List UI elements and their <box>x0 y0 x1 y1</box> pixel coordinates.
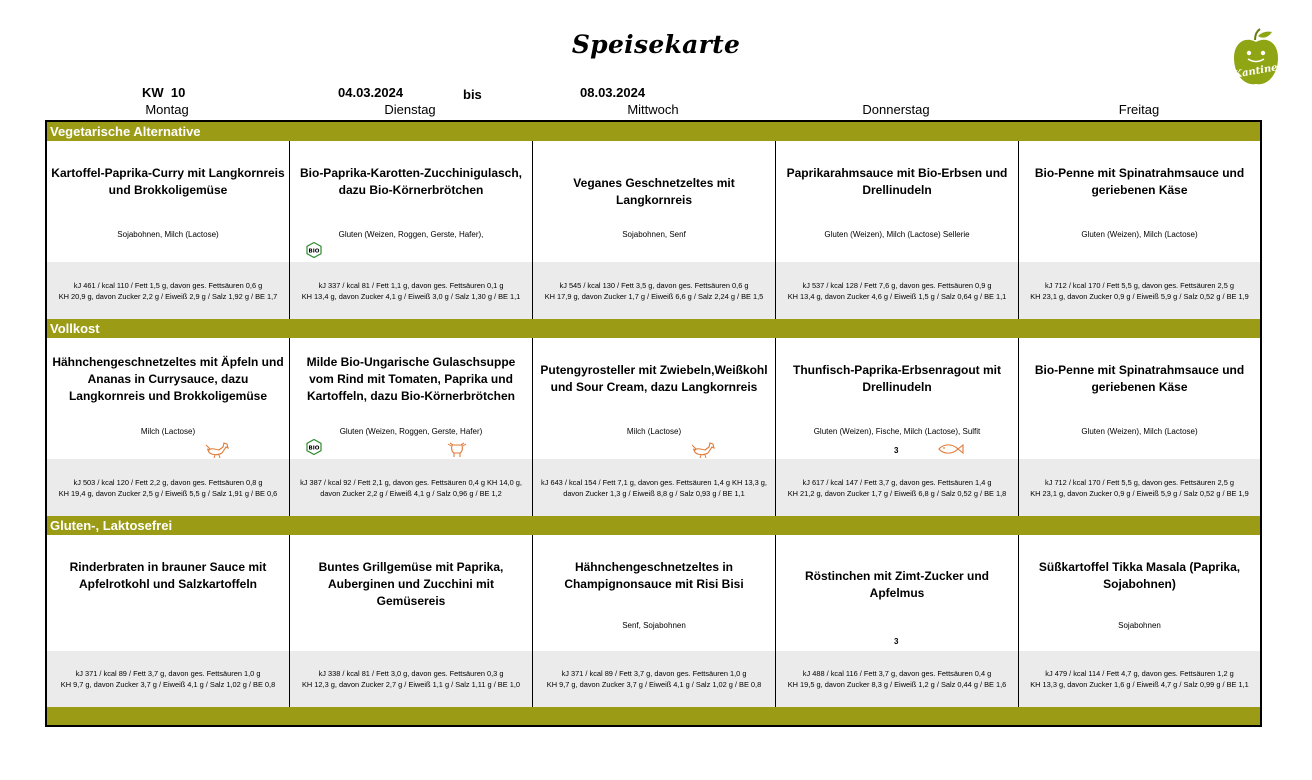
dish-name: Süßkartoffel Tikka Masala (Paprika, Sojabohnen) <box>1038 560 1241 591</box>
nutrition-info: kJ 488 / kcal 116 / Fett 3,7 g, davon ges. Fettsäuren 0,4 g KH 19,5 g, davon Zucker 8,3 g / Eiweiß 1,2 g / Salz 0,44 g / BE 1,6 <box>776 651 1018 707</box>
allergens: Senf, Sojabohnen <box>622 621 686 630</box>
nutrition-info: kJ 371 / kcal 89 / Fett 3,7 g, davon ges. Fettsäuren 1,0 g KH 9,7 g, davon Zucker 3,7 g / Eiweiß 4,1 g / Salz 1,02 g / BE 0,8 <box>47 651 289 707</box>
menu-cell <box>47 535 289 707</box>
allergens: Sojabohnen, Senf <box>622 230 686 239</box>
menu-table <box>45 120 1262 727</box>
chicken-icon <box>205 440 231 458</box>
allergens: Gluten (Weizen), Milch (Lactose) <box>1081 427 1198 436</box>
menu-cell <box>776 535 1018 707</box>
bio-seal-icon <box>306 439 322 455</box>
nutrition-info: kJ 617 / kcal 147 / Fett 3,7 g, davon ges. Fettsäuren 1,4 g KH 21,2 g, davon Zucker 1,7 g / Eiweiß 6,8 g / Salz 0,52 g / BE 1,8 <box>776 459 1018 516</box>
menu-cell <box>776 338 1018 516</box>
bio-seal-icon <box>306 242 322 258</box>
menu-cell <box>47 141 289 319</box>
nutrition-info: kJ 712 / kcal 170 / Fett 5,5 g, davon ges. Fettsäuren 2,5 g KH 23,1 g, davon Zucker 0,9 g / Eiweiß 5,9 g / Salz 0,52 g / BE 1,9 <box>1019 459 1260 516</box>
kw-label: KW 10 <box>142 85 186 100</box>
section-title-vollkost: Vollkost <box>47 319 1260 338</box>
dish-name: Thunfisch-Paprika-Erbsenragout mit Drellinudeln <box>792 363 1002 394</box>
dish-name: Kartoffel-Paprika-Curry mit Langkornreis und Brokkoligemüse <box>51 166 285 197</box>
dish-name: Rinderbraten in brauner Sauce mit Apfelrotkohl und Salzkartoffeln <box>69 560 267 591</box>
nutrition-info: kJ 337 / kcal 81 / Fett 1,1 g, davon ges. Fettsäuren 0,1 g KH 13,4 g, davon Zucker 4,1 g / Eiweiß 3,0 g / Salz 1,30 g / BE 1,1 <box>290 262 532 319</box>
section-title-glutenfree: Gluten-, Laktosefrei <box>47 516 1260 535</box>
nutrition-info: kJ 537 / kcal 128 / Fett 7,6 g, davon ges. Fettsäuren 0,9 g KH 13,4 g, davon Zucker 4,6 g / Eiweiß 1,5 g / Salz 0,64 g / BE 1,1 <box>776 262 1018 319</box>
nutrition-info: kJ 545 / kcal 130 / Fett 3,5 g, davon ges. Fettsäuren 0,6 g KH 17,9 g, davon Zucker 1,7 g / Eiweiß 6,6 g / Salz 2,24 g / BE 1,5 <box>533 262 775 319</box>
menu-cell <box>533 535 775 707</box>
svg-text:Kantine: Kantine <box>1232 62 1279 81</box>
dish-name: Milde Bio-Ungarische Gulaschsuppe vom Rind mit Tomaten, Paprika und Kartoffeln, dazu Bio-Körnerbrötchen <box>306 355 516 403</box>
menu-cell <box>1019 535 1260 707</box>
nutrition-info: kJ 371 / kcal 89 / Fett 3,7 g, davon ges. Fettsäuren 1,0 g KH 9,7 g, davon Zucker 3,7 g / Eiweiß 4,1 g / Salz 1,02 g / BE 0,8 <box>533 651 775 707</box>
dish-name: Bio-Penne mit Spinatrahmsauce und geriebenen Käse <box>1034 363 1245 394</box>
footer-band <box>47 707 1260 725</box>
allergens: Milch (Lactose) <box>626 427 682 436</box>
allergens: Gluten (Weizen), Milch (Lactose) <box>1081 230 1198 239</box>
nutrition-info: kJ 503 / kcal 120 / Fett 2,2 g, davon ges. Fettsäuren 0,8 g KH 19,4 g, davon Zucker 2,5 g / Eiweiß 5,5 g / Salz 1,91 g / BE 0,6 <box>47 459 289 516</box>
allergens: Gluten (Weizen, Roggen, Gerste, Hafer) <box>339 427 483 436</box>
day-wednesday: Mittwoch <box>627 102 679 117</box>
svg-text:BIO: BIO <box>308 445 320 452</box>
turkey-icon <box>691 440 717 458</box>
cow-icon <box>446 440 468 458</box>
dish-name: Hähnchengeschnetzeltes mit Äpfeln und Ananas in Currysauce, dazu Langkornreis und Brokkoligemüse <box>52 355 284 403</box>
allergens: Gluten (Weizen), Fische, Milch (Lactose), Sulfit <box>813 427 981 436</box>
svg-text:BIO: BIO <box>308 248 320 255</box>
dish-name: Röstinchen mit Zimt-Zucker und Apfelmus <box>804 569 989 600</box>
dish-name: Hähnchengeschnetzeltes in Champignonsauce mit Risi Bisi <box>564 560 744 591</box>
menu-cell <box>1019 338 1260 516</box>
kw-number: 10 <box>170 85 186 100</box>
dish-name: Putengyrosteller mit Zwiebeln,Weißkohl und Sour Cream, dazu Langkornreis <box>540 363 768 394</box>
page-title: Speisekarte <box>571 30 741 59</box>
dish-name: Bio-Penne mit Spinatrahmsauce und geriebenen Käse <box>1034 166 1245 197</box>
menu-cell <box>533 141 775 319</box>
kantine-logo <box>1228 26 1284 90</box>
dish-name: Bio-Paprika-Karotten-Zucchinigulasch, dazu Bio-Körnerbrötchen <box>299 166 523 197</box>
dish-name: Paprikarahmsauce mit Bio-Erbsen und Drellinudeln <box>786 166 1008 197</box>
nutrition-info: kJ 479 / kcal 114 / Fett 4,7 g, davon ges. Fettsäuren 1,2 g KH 13,3 g, davon Zucker 1,6 g / Eiweiß 4,7 g / Salz 0,99 g / BE 1,1 <box>1019 651 1260 707</box>
day-monday: Montag <box>145 102 189 117</box>
allergens: Gluten (Weizen, Roggen, Gerste, Hafer), <box>338 230 484 239</box>
nutrition-info: kJ 712 / kcal 170 / Fett 5,5 g, davon ges. Fettsäuren 2,5 g KH 23,1 g, davon Zucker 0,9 g / Eiweiß 5,9 g / Salz 0,52 g / BE 1,9 <box>1019 262 1260 319</box>
nutrition-info: kJ 387 / kcal 92 / Fett 2,1 g, davon ges. Fettsäuren 0,4 g KH 14,0 g, davon Zucker 2,2 g / Eiweiß 4,1 g / Salz 0,96 g / BE 1,2 <box>290 459 532 516</box>
nutrition-info: kJ 338 / kcal 81 / Fett 3,0 g, davon ges. Fettsäuren 0,3 g KH 12,3 g, davon Zucker 2,7 g / Eiweiß 1,1 g / Salz 1,11 g / BE 1,0 <box>290 651 532 707</box>
menu-cell <box>47 338 289 516</box>
additive-number: 3 <box>894 446 899 455</box>
allergens: Milch (Lactose) <box>140 427 196 436</box>
menu-cell <box>776 141 1018 319</box>
date-to: 08.03.2024 <box>580 85 646 100</box>
apple-logo-icon <box>1228 26 1284 90</box>
menu-cell <box>1019 141 1260 319</box>
menu-cell <box>290 141 532 319</box>
bis-label: bis <box>463 87 482 102</box>
day-tuesday: Dienstag <box>384 102 436 117</box>
allergens: Sojabohnen, Milch (Lactose) <box>117 230 219 239</box>
fish-icon <box>936 442 964 456</box>
menu-cell <box>533 338 775 516</box>
allergens: Gluten (Weizen), Milch (Lactose) Sellerie <box>824 230 970 239</box>
nutrition-info: kJ 461 / kcal 110 / Fett 1,5 g, davon ges. Fettsäuren 0,6 g KH 20,9 g, davon Zucker 2,2 g / Eiweiß 2,9 g / Salz 1,92 g / BE 1,7 <box>47 262 289 319</box>
allergens: Sojabohnen <box>1118 621 1161 630</box>
additive-number: 3 <box>894 637 899 646</box>
dish-name: Veganes Geschnetzeltes mit Langkornreis <box>573 176 735 207</box>
day-thursday: Donnerstag <box>862 102 930 117</box>
dish-name: Buntes Grillgemüse mit Paprika, Auberginen und Zucchini mit Gemüsereis <box>318 560 504 608</box>
menu-cell <box>290 535 532 707</box>
date-from: 04.03.2024 <box>338 85 404 100</box>
section-title-vegetarian: Vegetarische Alternative <box>47 122 1260 141</box>
day-friday: Freitag <box>1118 102 1160 117</box>
menu-cell <box>290 338 532 516</box>
nutrition-info: kJ 643 / kcal 154 / Fett 7,1 g, davon ges. Fettsäuren 1,4 g KH 13,3 g, davon Zucker 1,3 g / Eiweiß 8,8 g / Salz 0,93 g / BE 1,1 <box>533 459 775 516</box>
